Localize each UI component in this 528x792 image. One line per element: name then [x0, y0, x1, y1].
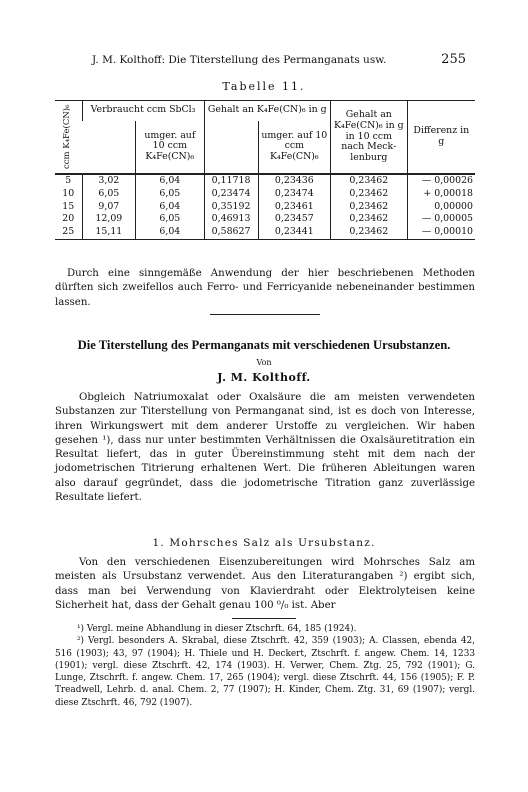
table-row	[55, 213, 475, 226]
table-cell: 5	[65, 175, 72, 186]
table-cell: 0,23457	[258, 213, 330, 226]
table-cell: 6,04	[136, 226, 204, 239]
table-cell: 0,23461	[258, 201, 330, 214]
group-sbcl3-header: Verbraucht ccm SbCl₃	[82, 101, 204, 121]
table-cell: 6,05	[82, 188, 136, 201]
intro-paragraph: Obgleich Natriumoxalat oder Oxalsäure die am meisten verwendeten Substanzen zur Titerstellung von Permanganat sind, ist es doch von Interesse, ihren Wirkungswert mit dem anderer Urstoffe zu vergleichen. Wir haben gesehen ¹), dass nur unter bestimmten Verhältnissen die Oxalsäuretitration ein Resultat liefert, das in guter Übereinstimmung steht mit dem nach der jodometrischen Titrierung erhaltenen Wert. Die früheren Ableitungen waren also darauf gegründet, dass die jodometrische Titration ganz zuverlässige Resultate liefert.	[55, 392, 475, 504]
table-cell: 20	[62, 213, 75, 225]
section-divider	[210, 314, 320, 315]
table-cell: 3,02	[82, 174, 136, 188]
table-cell: 0,23441	[258, 226, 330, 239]
table-cell: 10	[62, 187, 75, 199]
section-paragraph: Von den verschiedenen Eisenzubereitungen wird Mohrsches Salz am meisten als Ursubstanz verwendet. Aus den Literaturangaben ²) ergibt sich, dass man bei Verwendung von Klavierdraht oder Elektrolyteisen keine Sicherheit hat, dass der Gehalt genau 100 ⁰/₀ ist. Aber	[55, 557, 475, 611]
table-cell: 15	[62, 200, 75, 212]
table-title: Tabelle 11.	[222, 80, 306, 93]
byline-von: Von	[256, 358, 272, 367]
table-row	[55, 201, 475, 214]
col-sbcl3-umger-header: umger. auf 10 ccm K₄Fe(CN)₆	[136, 121, 204, 174]
table-row	[55, 188, 475, 201]
col-gehalt-raw-header	[204, 121, 258, 174]
section-heading: 1. Mohrsches Salz als Ursubstanz.	[152, 537, 376, 549]
article-author: J. M. Kolthoff.	[217, 371, 311, 384]
table-cell: — 0,00026	[407, 174, 475, 188]
col-mecklenburg-header: Gehalt an K₄Fe(CN)₆ in g in 10 ccm nach Mecklenburg	[331, 101, 408, 175]
table-cell: — 0,00010	[407, 226, 475, 239]
table-cell: 0,23462	[331, 188, 408, 201]
table-cell: — 0,00005	[407, 213, 475, 226]
results-table-body	[55, 174, 475, 240]
table-cell: 6,05	[136, 213, 204, 226]
table-cell: 0,23462	[331, 201, 408, 214]
col-ccm-header: ccm K₄Fe(CN)₆	[55, 101, 82, 175]
table-cell: 6,04	[136, 201, 204, 214]
page-number: 255	[441, 52, 466, 67]
table-cell: 9,07	[82, 201, 136, 214]
table-cell: 0,35192	[204, 201, 258, 214]
footnote-1: ¹) Vergl. meine Abhandlung in dieser Ztschrft. 64, 185 (1924).	[77, 624, 357, 634]
table-cell: 25	[55, 226, 82, 239]
article-title: Die Titerstellung des Permanganats mit verschiedenen Ursubstanzen.	[77, 338, 451, 352]
table-cell: 15,11	[82, 226, 136, 239]
table-cell: 12,09	[82, 213, 136, 226]
col-sbcl3-raw-header	[82, 121, 136, 174]
table-cell: 6,05	[136, 188, 204, 201]
table-cell: 0,11718	[204, 174, 258, 188]
col-gehalt-umger-header: umger. auf 10 ccm K₄Fe(CN)₆	[258, 121, 330, 174]
col-differenz-header: Differenz in g	[407, 101, 475, 175]
table-cell: 0,58627	[204, 226, 258, 239]
table-cell: 0,23462	[331, 213, 408, 226]
closing-paragraph: Durch eine sinngemäße Anwendung der hier beschriebenen Methoden dürften sich zweifellos auch Ferro- und Ferricyanide nebeneinander bestimmen lassen.	[55, 268, 475, 308]
footnotes	[55, 623, 475, 709]
table-cell: 0,23462	[331, 226, 408, 239]
footnote-2: ²) Vergl. besonders A. Skrabal, diese Ztschrft. 42, 359 (1903); A. Classen, ebenda 42, 516 (1903); 43, 97 (1904); H. Thiele und H. Deckert, Ztschrft. f. angew. Chem. 14, 1233 (1901); vergl. diese Ztschrft. 42, 174 (1903). H. Verwer, Chem. Ztg. 25, 792 (1901); G. Lunge, Ztschrft. f. angew. Chem. 17, 265 (1904); vergl. diese Ztschrft. 44, 156 (1905); F. P. Treadwell, Lehrb. d. anal. Chem. 2, 77 (1907); H. Kinder, Chem. Ztg. 31, 69 (1907); vergl. diese Ztschrft. 46, 792 (1907).	[55, 636, 475, 708]
footnote-divider	[232, 618, 296, 619]
results-table	[55, 100, 475, 240]
table-cell: 0,46913	[204, 213, 258, 226]
table-row	[55, 174, 475, 188]
table-cell: 6,04	[136, 174, 204, 188]
table-cell: 0,23474	[204, 188, 258, 201]
table-row	[55, 226, 475, 239]
running-header	[92, 52, 466, 68]
table-cell: 0,23474	[258, 188, 330, 201]
table-cell: + 0,00018	[407, 188, 475, 201]
group-gehalt-header: Gehalt an K₄Fe(CN)₆ in g	[204, 101, 331, 121]
table-cell: 0,00000	[407, 201, 475, 214]
running-title: J. M. Kolthoff: Die Titerstellung des Permanganats usw.	[92, 54, 387, 66]
table-cell: 0,23436	[258, 174, 330, 188]
table-cell: 0,23462	[331, 174, 408, 188]
